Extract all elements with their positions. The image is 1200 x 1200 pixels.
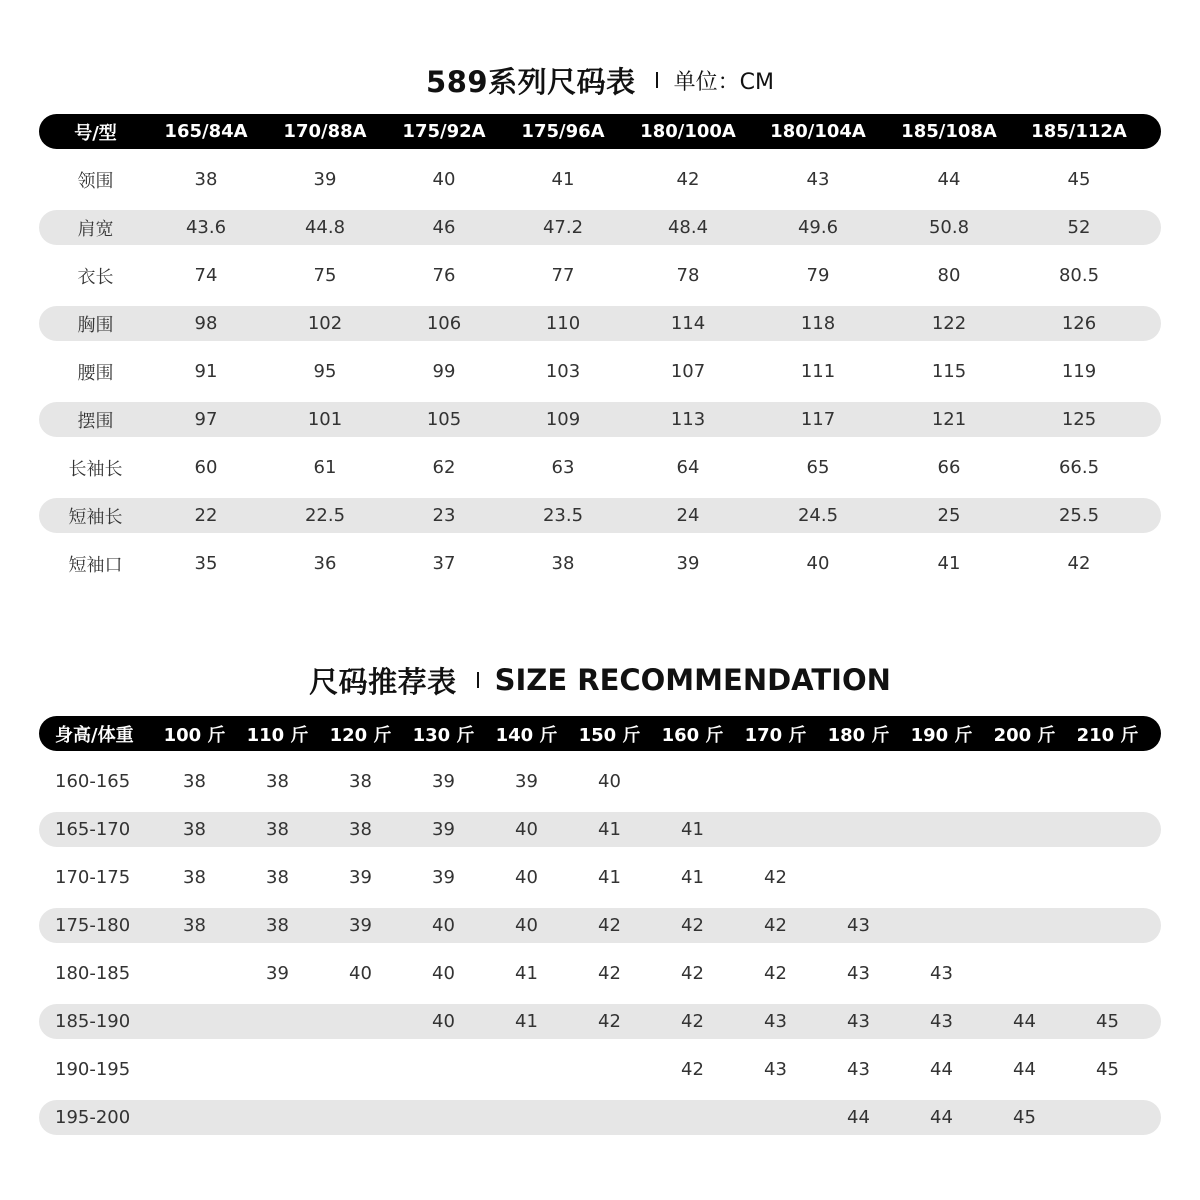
header-weight: 140 斤 [495, 724, 558, 746]
table-cell: 43 [847, 1059, 870, 1080]
table-cell: 103 [545, 361, 581, 382]
row-label: 170-175 [55, 867, 131, 888]
table-cell: 43.6 [185, 217, 227, 238]
recommendation-table [39, 716, 1161, 1135]
table-cell: 107 [670, 361, 706, 382]
table-row [39, 546, 1161, 581]
table-cell: 40 [432, 1011, 455, 1032]
table-cell: 42 [764, 915, 787, 936]
table-cell: 66 [937, 457, 961, 478]
table-cell: 42 [681, 1059, 704, 1080]
table-cell: 43 [847, 963, 870, 984]
row-label: 185-190 [55, 1011, 131, 1032]
table-cell: 119 [1061, 361, 1097, 382]
row-label: 165-170 [55, 819, 131, 840]
recommendation-header-row [39, 716, 1161, 751]
header-size: 165/84A [164, 121, 248, 142]
table-cell: 41 [937, 553, 961, 574]
table-cell: 40 [806, 553, 830, 574]
table-cell: 44 [930, 1059, 953, 1080]
row-label: 腰围 [77, 362, 114, 384]
size-chart-title: 589系列尺码表 [426, 64, 636, 99]
table-cell: 42 [676, 169, 700, 190]
table-cell: 45 [1067, 169, 1091, 190]
table-cell: 41 [515, 963, 538, 984]
table-cell: 106 [426, 313, 462, 334]
table-cell: 42 [764, 963, 787, 984]
table-cell: 118 [800, 313, 836, 334]
table-cell: 44 [1013, 1059, 1036, 1080]
table-cell: 41 [551, 169, 575, 190]
table-row [39, 162, 1161, 197]
table-cell: 74 [194, 265, 218, 286]
table-cell: 45 [1013, 1107, 1036, 1128]
table-cell: 95 [313, 361, 337, 382]
table-cell: 40 [515, 867, 538, 888]
table-row [39, 860, 1161, 895]
row-label: 160-165 [55, 771, 131, 792]
table-row [39, 764, 1161, 799]
table-cell: 80.5 [1058, 265, 1100, 286]
table-cell: 35 [194, 553, 218, 574]
table-cell: 38 [183, 867, 206, 888]
table-row [39, 306, 1161, 341]
table-cell: 45 [1096, 1059, 1119, 1080]
table-cell: 41 [598, 867, 621, 888]
header-size: 185/108A [901, 121, 997, 142]
size-chart-header-row [39, 114, 1161, 149]
table-cell: 25.5 [1058, 505, 1100, 526]
table-cell: 39 [266, 963, 289, 984]
table-cell: 43 [764, 1059, 787, 1080]
table-cell: 24 [676, 505, 700, 526]
table-cell: 39 [313, 169, 337, 190]
row-label: 摆围 [77, 410, 114, 432]
table-cell: 44 [930, 1107, 953, 1128]
header-size: 185/112A [1031, 121, 1127, 142]
recommendation-title-bar [0, 658, 1200, 702]
table-cell: 44 [937, 169, 961, 190]
table-cell: 42 [681, 1011, 704, 1032]
table-row [39, 498, 1161, 533]
table-cell: 42 [681, 915, 704, 936]
table-row [39, 210, 1161, 245]
table-cell: 49.6 [797, 217, 839, 238]
header-size: 175/96A [521, 121, 605, 142]
row-label: 190-195 [55, 1059, 131, 1080]
table-cell: 76 [432, 265, 456, 286]
table-cell: 40 [432, 963, 455, 984]
table-cell: 42 [1067, 553, 1091, 574]
table-cell: 43 [930, 963, 953, 984]
table-cell: 52 [1067, 217, 1091, 238]
table-cell: 38 [266, 819, 289, 840]
table-cell: 65 [806, 457, 830, 478]
table-cell: 64 [676, 457, 700, 478]
size-chart-title-bar [0, 58, 1200, 102]
table-cell: 48.4 [667, 217, 709, 238]
table-cell: 43 [847, 1011, 870, 1032]
table-cell: 101 [307, 409, 343, 430]
table-row [39, 354, 1161, 389]
table-cell: 39 [349, 867, 372, 888]
header-weight: 210 斤 [1076, 724, 1139, 746]
table-row [39, 258, 1161, 293]
row-label: 衣长 [77, 266, 114, 288]
table-row [39, 1052, 1161, 1087]
row-label: 胸围 [77, 314, 114, 336]
table-cell: 78 [676, 265, 700, 286]
table-cell: 44 [1013, 1011, 1036, 1032]
table-cell: 38 [183, 771, 206, 792]
table-cell: 42 [598, 915, 621, 936]
table-cell: 117 [800, 409, 836, 430]
table-cell: 91 [194, 361, 218, 382]
table-cell: 40 [515, 819, 538, 840]
row-label: 180-185 [55, 963, 131, 984]
table-cell: 40 [432, 169, 456, 190]
table-cell: 115 [931, 361, 967, 382]
row-label: 领围 [77, 170, 114, 192]
title-divider [656, 72, 658, 88]
table-cell: 38 [349, 819, 372, 840]
table-cell: 43 [764, 1011, 787, 1032]
table-cell: 38 [349, 771, 372, 792]
recommendation-title-en: SIZE RECOMMENDATION [494, 663, 891, 697]
table-cell: 22.5 [304, 505, 346, 526]
table-cell: 39 [432, 771, 455, 792]
table-cell: 38 [551, 553, 575, 574]
table-cell: 39 [676, 553, 700, 574]
recommendation-title: 尺码推荐表 [309, 664, 457, 699]
table-cell: 46 [432, 217, 456, 238]
table-row [39, 812, 1161, 847]
table-row [39, 450, 1161, 485]
table-row [39, 1100, 1161, 1135]
header-label: 号/型 [74, 122, 117, 144]
header-size: 180/100A [640, 121, 736, 142]
table-cell: 105 [426, 409, 462, 430]
table-cell: 42 [764, 867, 787, 888]
table-cell: 111 [800, 361, 836, 382]
table-cell: 25 [937, 505, 961, 526]
table-cell: 41 [681, 819, 704, 840]
row-label: 长袖长 [68, 458, 123, 480]
table-cell: 42 [681, 963, 704, 984]
table-cell: 22 [194, 505, 218, 526]
table-cell: 37 [432, 553, 456, 574]
header-weight: 110 斤 [246, 724, 309, 746]
table-cell: 62 [432, 457, 456, 478]
table-cell: 36 [313, 553, 337, 574]
table-cell: 114 [670, 313, 706, 334]
row-label: 195-200 [55, 1107, 131, 1128]
row-label: 短袖长 [68, 506, 123, 528]
header-size: 180/104A [770, 121, 866, 142]
table-cell: 39 [432, 819, 455, 840]
table-cell: 38 [266, 915, 289, 936]
table-cell: 39 [349, 915, 372, 936]
table-cell: 43 [806, 169, 830, 190]
table-cell: 113 [670, 409, 706, 430]
table-cell: 79 [806, 265, 830, 286]
table-cell: 60 [194, 457, 218, 478]
table-cell: 61 [313, 457, 337, 478]
table-cell: 121 [931, 409, 967, 430]
table-cell: 110 [545, 313, 581, 334]
header-weight: 160 斤 [661, 724, 724, 746]
header-weight: 130 斤 [412, 724, 475, 746]
header-weight: 190 斤 [910, 724, 973, 746]
table-cell: 39 [432, 867, 455, 888]
table-cell: 42 [598, 1011, 621, 1032]
header-weight: 170 斤 [744, 724, 807, 746]
table-cell: 44 [847, 1107, 870, 1128]
table-cell: 77 [551, 265, 575, 286]
table-cell: 126 [1061, 313, 1097, 334]
table-row [39, 956, 1161, 991]
table-cell: 41 [598, 819, 621, 840]
table-cell: 41 [681, 867, 704, 888]
table-cell: 102 [307, 313, 343, 334]
table-cell: 38 [266, 771, 289, 792]
row-label: 肩宽 [77, 218, 114, 240]
table-cell: 80 [937, 265, 961, 286]
table-cell: 63 [551, 457, 575, 478]
table-cell: 23.5 [542, 505, 584, 526]
unit-label: 单位：CM [673, 69, 774, 95]
table-cell: 38 [183, 819, 206, 840]
table-cell: 40 [432, 915, 455, 936]
table-cell: 50.8 [928, 217, 970, 238]
table-row [39, 1004, 1161, 1039]
table-cell: 122 [931, 313, 967, 334]
table-row [39, 908, 1161, 943]
table-cell: 38 [266, 867, 289, 888]
table-row [39, 402, 1161, 437]
table-cell: 41 [515, 1011, 538, 1032]
table-cell: 40 [349, 963, 372, 984]
table-cell: 47.2 [542, 217, 584, 238]
size-chart-table [39, 114, 1161, 581]
table-cell: 45 [1096, 1011, 1119, 1032]
table-cell: 23 [432, 505, 456, 526]
header-weight: 200 斤 [993, 724, 1056, 746]
table-cell: 40 [515, 915, 538, 936]
table-cell: 24.5 [797, 505, 839, 526]
header-weight: 120 斤 [329, 724, 392, 746]
header-label: 身高/体重 [55, 724, 134, 746]
table-cell: 43 [847, 915, 870, 936]
table-cell: 125 [1061, 409, 1097, 430]
row-label: 175-180 [55, 915, 131, 936]
table-cell: 38 [194, 169, 218, 190]
table-cell: 109 [545, 409, 581, 430]
table-cell: 39 [515, 771, 538, 792]
header-weight: 100 斤 [163, 724, 226, 746]
table-cell: 43 [930, 1011, 953, 1032]
title-divider [477, 672, 479, 688]
table-cell: 99 [432, 361, 456, 382]
table-cell: 42 [598, 963, 621, 984]
table-cell: 98 [194, 313, 218, 334]
table-cell: 75 [313, 265, 337, 286]
table-cell: 44.8 [304, 217, 346, 238]
table-cell: 40 [598, 771, 621, 792]
table-cell: 66.5 [1058, 457, 1100, 478]
table-cell: 97 [194, 409, 218, 430]
header-size: 175/92A [402, 121, 486, 142]
header-size: 170/88A [283, 121, 367, 142]
header-weight: 180 斤 [827, 724, 890, 746]
table-cell: 38 [183, 915, 206, 936]
header-weight: 150 斤 [578, 724, 641, 746]
row-label: 短袖口 [68, 554, 123, 576]
